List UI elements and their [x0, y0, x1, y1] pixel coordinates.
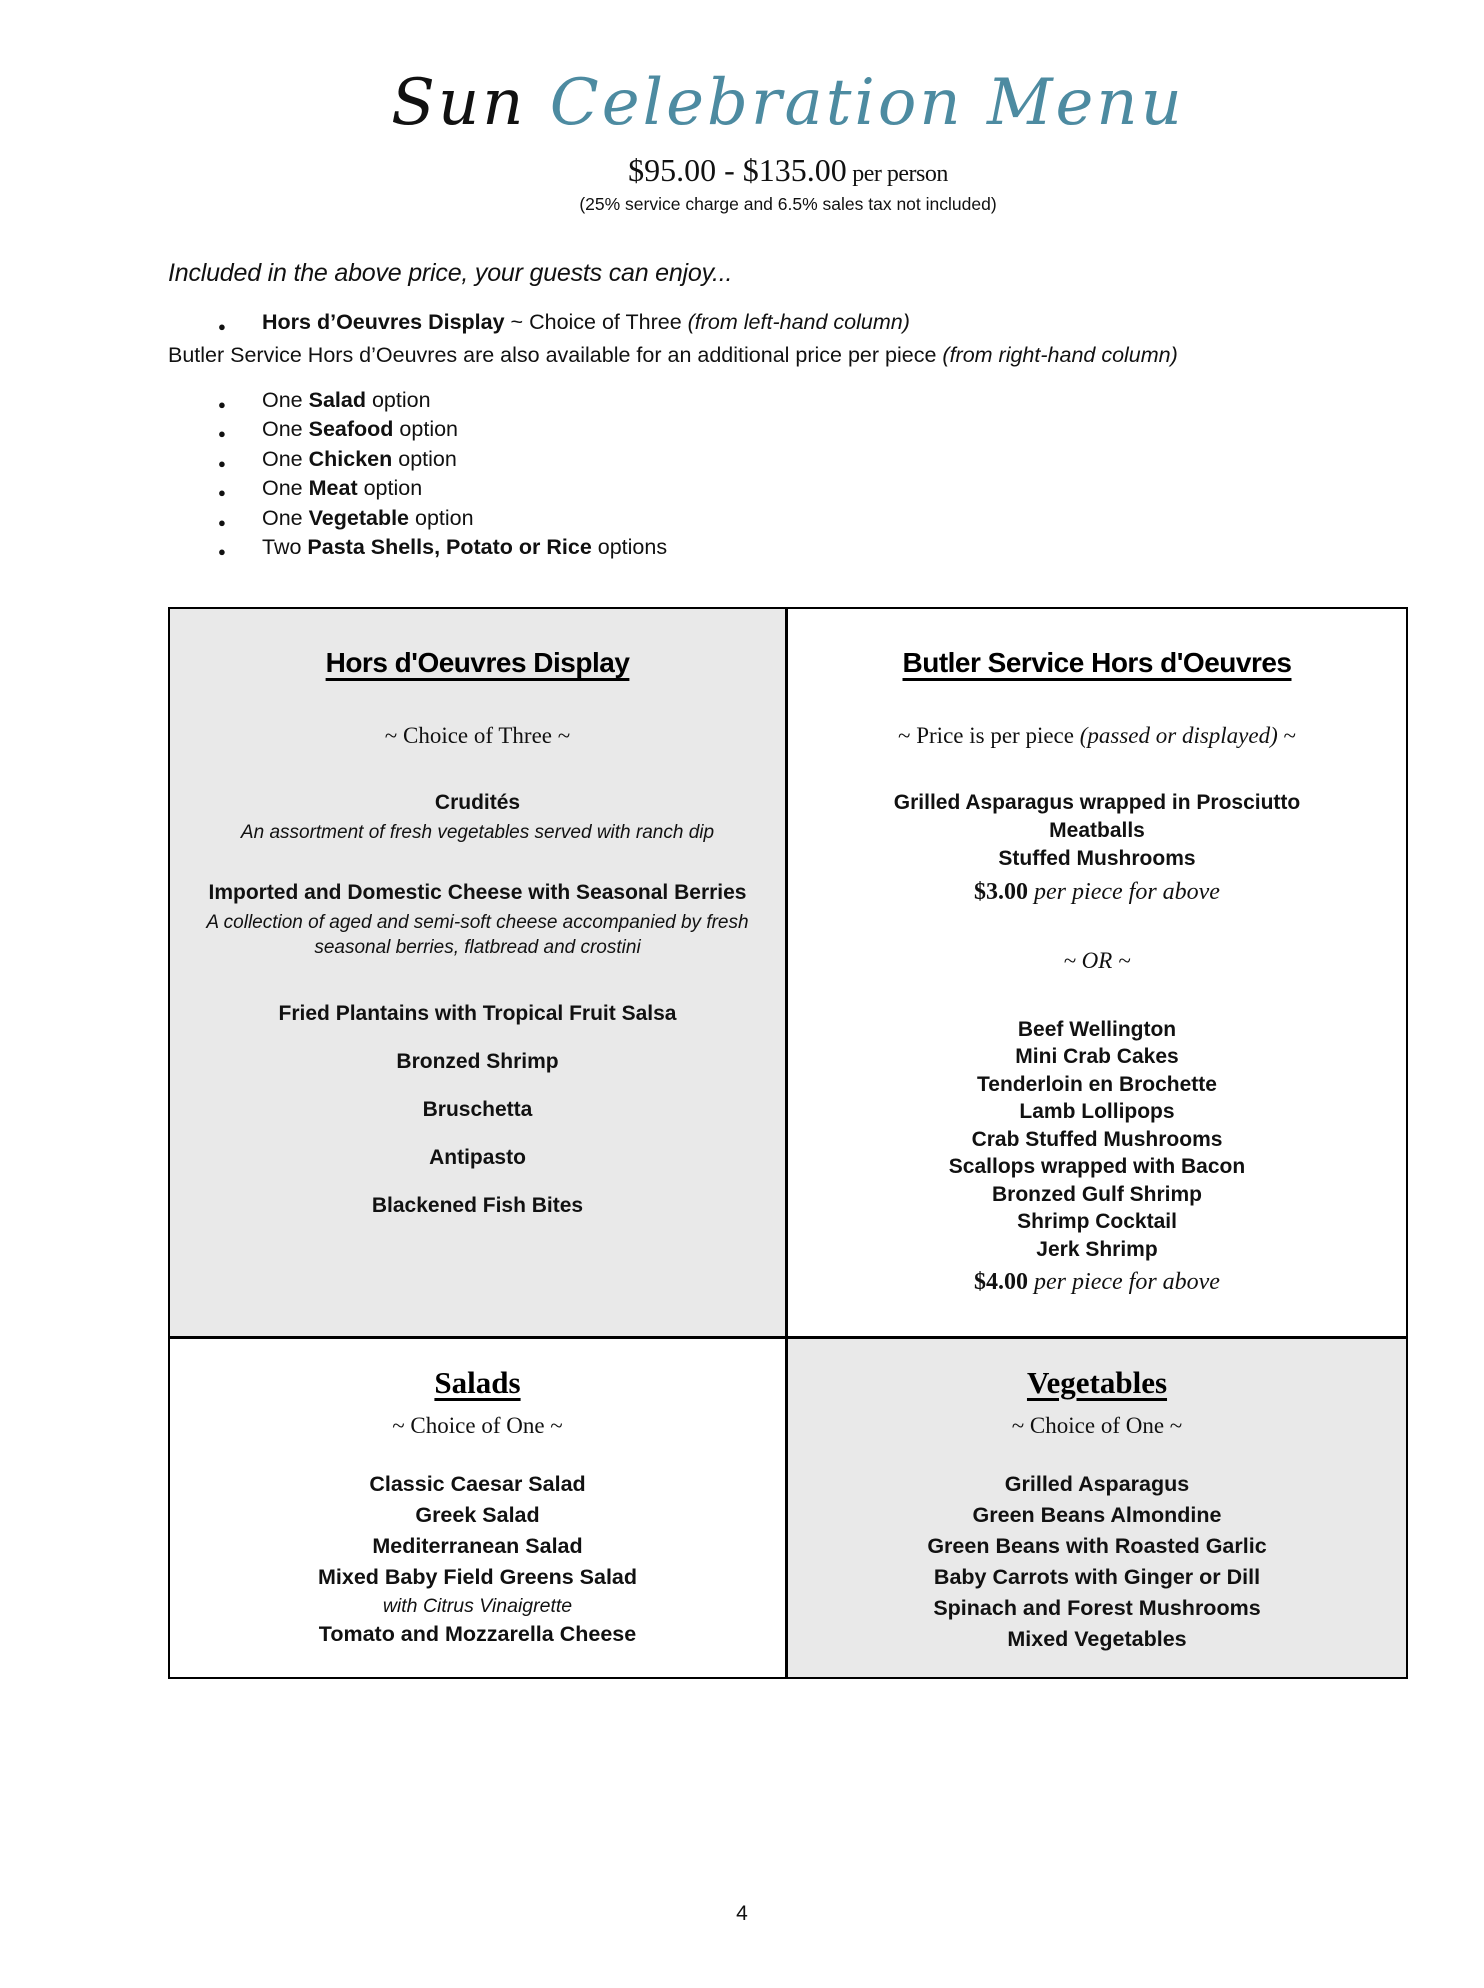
menu-item-caesar-salad: Classic Caesar Salad — [369, 1471, 586, 1496]
menu-item-tenderloin-brochette: Tenderloin en Brochette — [977, 1072, 1217, 1096]
bullet-column-ref: (from left-hand column) — [687, 310, 910, 335]
option-post: options — [591, 535, 668, 560]
option-post: option — [393, 417, 459, 442]
price-range: $95.00 - $135.00 — [628, 152, 847, 189]
menu-item-spinach-mushrooms: Spinach and Forest Mushrooms — [933, 1595, 1261, 1620]
option-post: option — [409, 505, 474, 530]
menu-item-crab-stuffed-mushrooms: Crab Stuffed Mushrooms — [971, 1127, 1223, 1151]
display-section-title: Hors d'Oeuvres Display — [325, 646, 630, 678]
option-post: option — [357, 476, 423, 501]
inclusion-list-top — [168, 308, 1408, 338]
subtitle-post: ~ — [1277, 722, 1296, 748]
item-description: A collection of aged and semi-soft cheese accompanied by fresh seasonal berries, flatbread and crostini — [206, 911, 749, 958]
menu-item-lamb-lollipops: Lamb Lollipops — [1019, 1100, 1175, 1124]
menu-grid — [168, 607, 1408, 1679]
menu-item-greek-salad: Greek Salad — [415, 1502, 540, 1527]
cell-hors-doeuvres-display — [170, 609, 788, 1339]
note-text: Butler Service Hors d’Oeuvres are also available for an additional price per piece — [168, 342, 943, 367]
menu-item-fried-plantains: Fried Plantains with Tropical Fruit Salsa — [278, 1001, 677, 1025]
salads-choice-subtitle: ~ Choice of One ~ — [392, 1412, 563, 1438]
option-bold: Salad — [308, 387, 366, 412]
page-title — [168, 68, 1408, 138]
tax-note: (25% service charge and 6.5% sales tax not included) — [579, 194, 997, 215]
option-bold: Seafood — [308, 417, 394, 442]
menu-item-mini-crab-cakes: Mini Crab Cakes — [1015, 1045, 1179, 1069]
vegetables-choice-subtitle: ~ Choice of One ~ — [1011, 1412, 1183, 1438]
butler-group-one — [816, 789, 1378, 906]
bullet-option-starch — [262, 533, 1408, 563]
bullet-option-chicken — [262, 445, 1408, 475]
cell-butler-service — [788, 609, 1406, 1339]
menu-item-green-beans-garlic: Green Beans with Roasted Garlic — [927, 1533, 1267, 1558]
menu-item-grilled-asparagus: Grilled Asparagus — [1004, 1471, 1190, 1496]
bullet-option-meat — [262, 474, 1408, 504]
title-words-celebration-menu: Celebration Menu — [526, 66, 1185, 140]
vegetables-section-title: Vegetables — [1026, 1364, 1168, 1400]
menu-item-shrimp-cocktail: Shrimp Cocktail — [1017, 1210, 1177, 1234]
butler-price-subtitle — [816, 723, 1378, 749]
price-note-text: per piece for above — [1028, 1269, 1220, 1296]
subtitle-pre: ~ Price is per piece — [898, 722, 1080, 748]
option-bold: Meat — [308, 476, 358, 501]
subtitle-passed-displayed: (passed or displayed) — [1079, 722, 1278, 748]
menu-item-mixed-vegetables: Mixed Vegetables — [1007, 1626, 1187, 1651]
butler-group-two — [816, 1016, 1378, 1297]
option-bold: Chicken — [308, 446, 393, 471]
or-divider: ~ OR ~ — [1063, 947, 1131, 973]
price-suffix: per person — [846, 161, 948, 188]
option-bold: Vegetable — [308, 505, 410, 530]
price-four-dollars — [816, 1269, 1378, 1296]
menu-item-bronzed-gulf-shrimp: Bronzed Gulf Shrimp — [992, 1182, 1202, 1206]
menu-page — [0, 68, 1484, 1679]
note-column-ref: (from right-hand column) — [942, 342, 1178, 367]
option-pre: One — [262, 505, 309, 530]
option-pre: Two — [262, 535, 308, 560]
menu-item-bronzed-shrimp: Bronzed Shrimp — [396, 1049, 559, 1073]
butler-availability-note — [168, 341, 1408, 370]
salads-list — [198, 1469, 757, 1650]
bullet-bold: Hors d’Oeuvres Display — [262, 310, 505, 335]
item-description: An assortment of fresh vegetables served with ranch dip — [240, 821, 715, 843]
menu-item-cheese-display — [198, 879, 757, 960]
menu-item-beef-wellington: Beef Wellington — [1017, 1017, 1177, 1041]
menu-item-scallops-bacon: Scallops wrapped with Bacon — [948, 1155, 1246, 1179]
price-three-dollars — [816, 879, 1378, 906]
option-post: option — [392, 446, 457, 471]
option-pre: One — [262, 476, 309, 501]
option-pre: One — [262, 446, 309, 471]
price-amount: $3.00 — [974, 878, 1029, 905]
option-pre: One — [262, 387, 309, 412]
menu-item-tomato-mozzarella: Tomato and Mozzarella Cheese — [318, 1621, 637, 1646]
intro-heading: Included in the above price, your guests can enjoy... — [168, 259, 733, 288]
bullet-hors-doeuvres-display — [262, 308, 1408, 338]
butler-section-title: Butler Service Hors d'Oeuvres — [902, 646, 1292, 678]
menu-item-antipasto: Antipasto — [429, 1145, 526, 1169]
bullet-option-salad — [262, 386, 1408, 416]
bullet-option-seafood — [262, 415, 1408, 445]
price-amount: $4.00 — [974, 1269, 1029, 1296]
menu-item-stuffed-mushrooms: Stuffed Mushrooms — [998, 846, 1196, 870]
price-note-text: per piece for above — [1028, 878, 1220, 905]
page-number: 4 — [736, 1902, 748, 1925]
salads-section-title: Salads — [434, 1364, 521, 1400]
menu-item-jerk-shrimp: Jerk Shrimp — [1036, 1237, 1158, 1261]
price-per-person — [168, 152, 1408, 189]
bullet-mid: ~ Choice of Three — [504, 310, 688, 335]
item-name: Imported and Domestic Cheese with Seasonal Berries — [208, 880, 747, 904]
bullet-option-vegetable — [262, 504, 1408, 534]
menu-item-mediterranean-salad: Mediterranean Salad — [372, 1533, 583, 1558]
dressing-note: with Citrus Vinaigrette — [382, 1594, 573, 1617]
item-name: Crudités — [434, 790, 521, 814]
vegetables-list — [816, 1469, 1378, 1655]
menu-item-baby-carrots: Baby Carrots with Ginger or Dill — [933, 1564, 1261, 1589]
inclusion-list-options — [168, 386, 1408, 563]
option-post: option — [366, 387, 431, 412]
menu-item-blackened-fish-bites: Blackened Fish Bites — [371, 1193, 584, 1217]
menu-item-bruschetta: Bruschetta — [422, 1097, 533, 1121]
menu-item-meatballs: Meatballs — [1049, 818, 1145, 842]
title-word-sun: Sun — [391, 66, 527, 140]
display-choice-subtitle: ~ Choice of Three ~ — [384, 722, 571, 748]
menu-item-green-beans-almondine: Green Beans Almondine — [972, 1502, 1222, 1527]
option-pre: One — [262, 417, 309, 442]
cell-vegetables — [788, 1339, 1406, 1677]
menu-item-asparagus-prosciutto: Grilled Asparagus wrapped in Prosciutto — [893, 790, 1301, 814]
cell-salads — [170, 1339, 788, 1677]
menu-item-crudites — [198, 789, 757, 845]
option-bold: Pasta Shells, Potato or Rice — [307, 535, 592, 560]
menu-item-field-greens-salad: Mixed Baby Field Greens Salad — [317, 1564, 638, 1589]
